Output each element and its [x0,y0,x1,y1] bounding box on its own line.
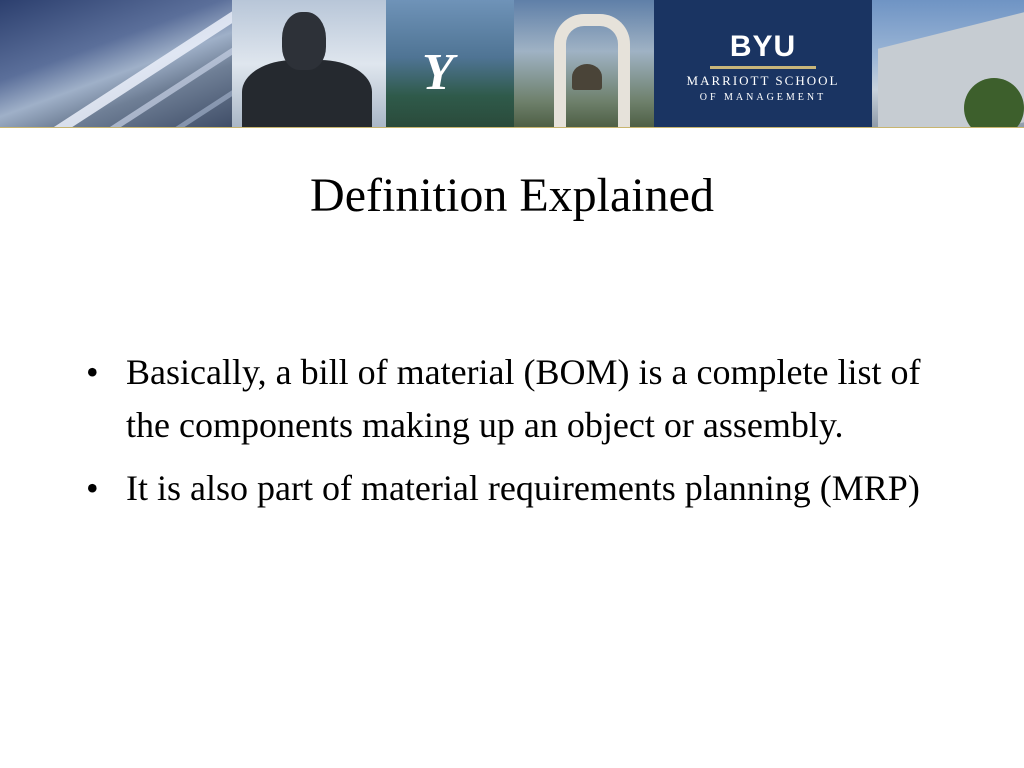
slide-title: Definition Explained [310,169,714,222]
bullet-item [86,346,936,452]
school-subtitle: OF MANAGEMENT [699,92,827,103]
bullet-dot-icon: • [86,352,99,392]
banner-gold-rule [0,127,1024,128]
bullet-text: Basically, a bill of material (BOM) is a complete list of the components making up an object or assembly. [126,352,921,445]
y-logo-icon: Y [422,44,454,101]
logo-divider [710,66,816,69]
statue-photo [232,0,386,128]
bullet-text: It is also part of material requirements planning (MRP) [126,468,920,508]
building-photo [0,0,232,128]
bullet-dot-icon: • [86,468,99,508]
campus-building-photo [872,0,1024,128]
bell-tower-photo [514,0,654,128]
bullet-item [86,462,936,515]
school-logo [654,0,872,128]
school-name: MARRIOTT SCHOOL [686,73,840,88]
bullet-list [86,346,936,525]
y-mountain-photo [386,0,514,128]
header-banner [0,0,1024,128]
bell-icon [572,64,602,90]
byu-logo: BYU [729,30,797,63]
